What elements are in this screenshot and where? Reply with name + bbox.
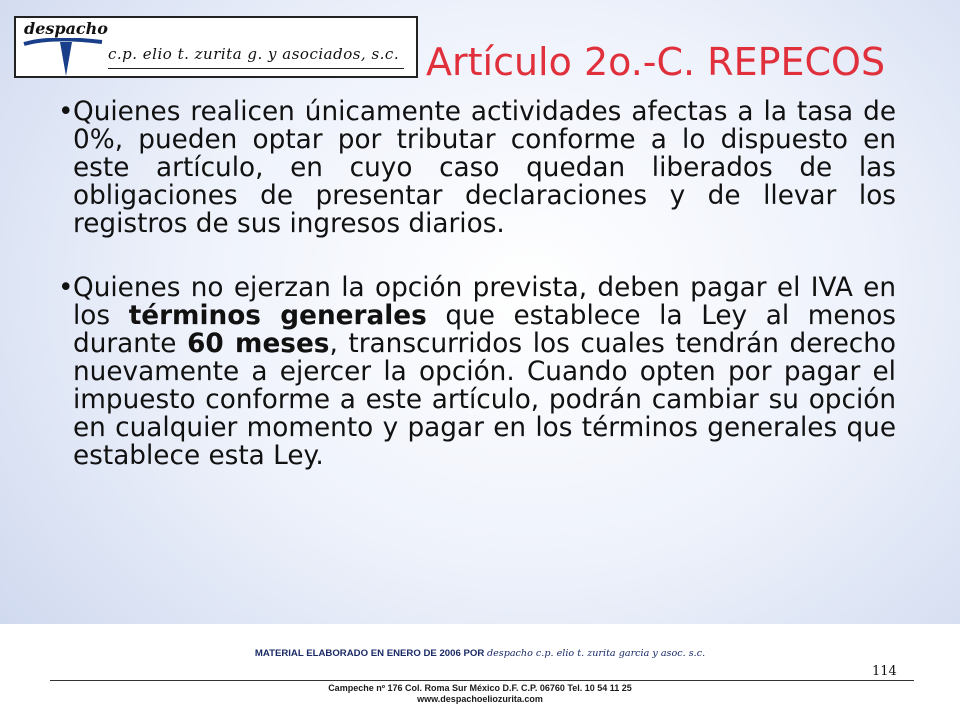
bullet-text-part: que establece la Ley al menos durante [73,301,896,359]
bullet-list [58,98,896,470]
company-logo [14,16,418,78]
slide-title: Artículo 2o.-C. REPECOS [426,40,886,84]
page-number: 114 [872,664,897,679]
bullet-item [58,274,896,470]
bullet-text: Quienes realicen únicamente actividades afectas a la tasa de 0%, pueden optar por tributar conforme a lo dispuesto en este artículo, en cuyo caso quedan liberados de las obligaciones de presentar declaraciones y de llevar los registros de sus ingresos diarios. [73,97,896,239]
bullet-icon: • [58,97,74,127]
footer-divider [50,680,914,681]
footer-signature: despacho c.p. elio t. zurita garcia y asoc. s.c. [486,648,706,659]
bullet-item [58,98,896,238]
footer-contact [0,683,960,705]
bullet-icon: • [58,273,74,303]
logo-company-name: c.p. elio t. zurita g. y asociados, s.c. [108,45,400,63]
footer-credit [0,648,960,659]
logo-emblem-icon [22,38,106,78]
bullet-text-part: , transcurridos los cuales tendrán derecho nuevamente a ejercer la opción. Cuando opten por pagar el impuesto conforme a este artículo, podrán cambiar su opción en cualquier momento y pagar en los términos generales que establece esta Ley. [73,329,896,471]
bullet-text-part: Quienes no ejerzan la opción prevista, deben pagar el IVA en los [73,273,896,331]
logo-underline [108,68,404,69]
bullet-emphasis: términos generales [128,301,427,331]
logo-word: despacho [24,19,108,38]
footer-address: Campeche nº 176 Col. Roma Sur México D.F. C.P. 06760 Tel. 10 54 11 25 [328,683,632,693]
footer-website: www.despachoeliozurita.com [417,694,543,704]
bullet-emphasis: 60 meses [187,329,330,359]
footer-band [0,624,960,720]
footer-material-text: MATERIAL ELABORADO EN ENERO DE 2006 POR [254,648,485,659]
